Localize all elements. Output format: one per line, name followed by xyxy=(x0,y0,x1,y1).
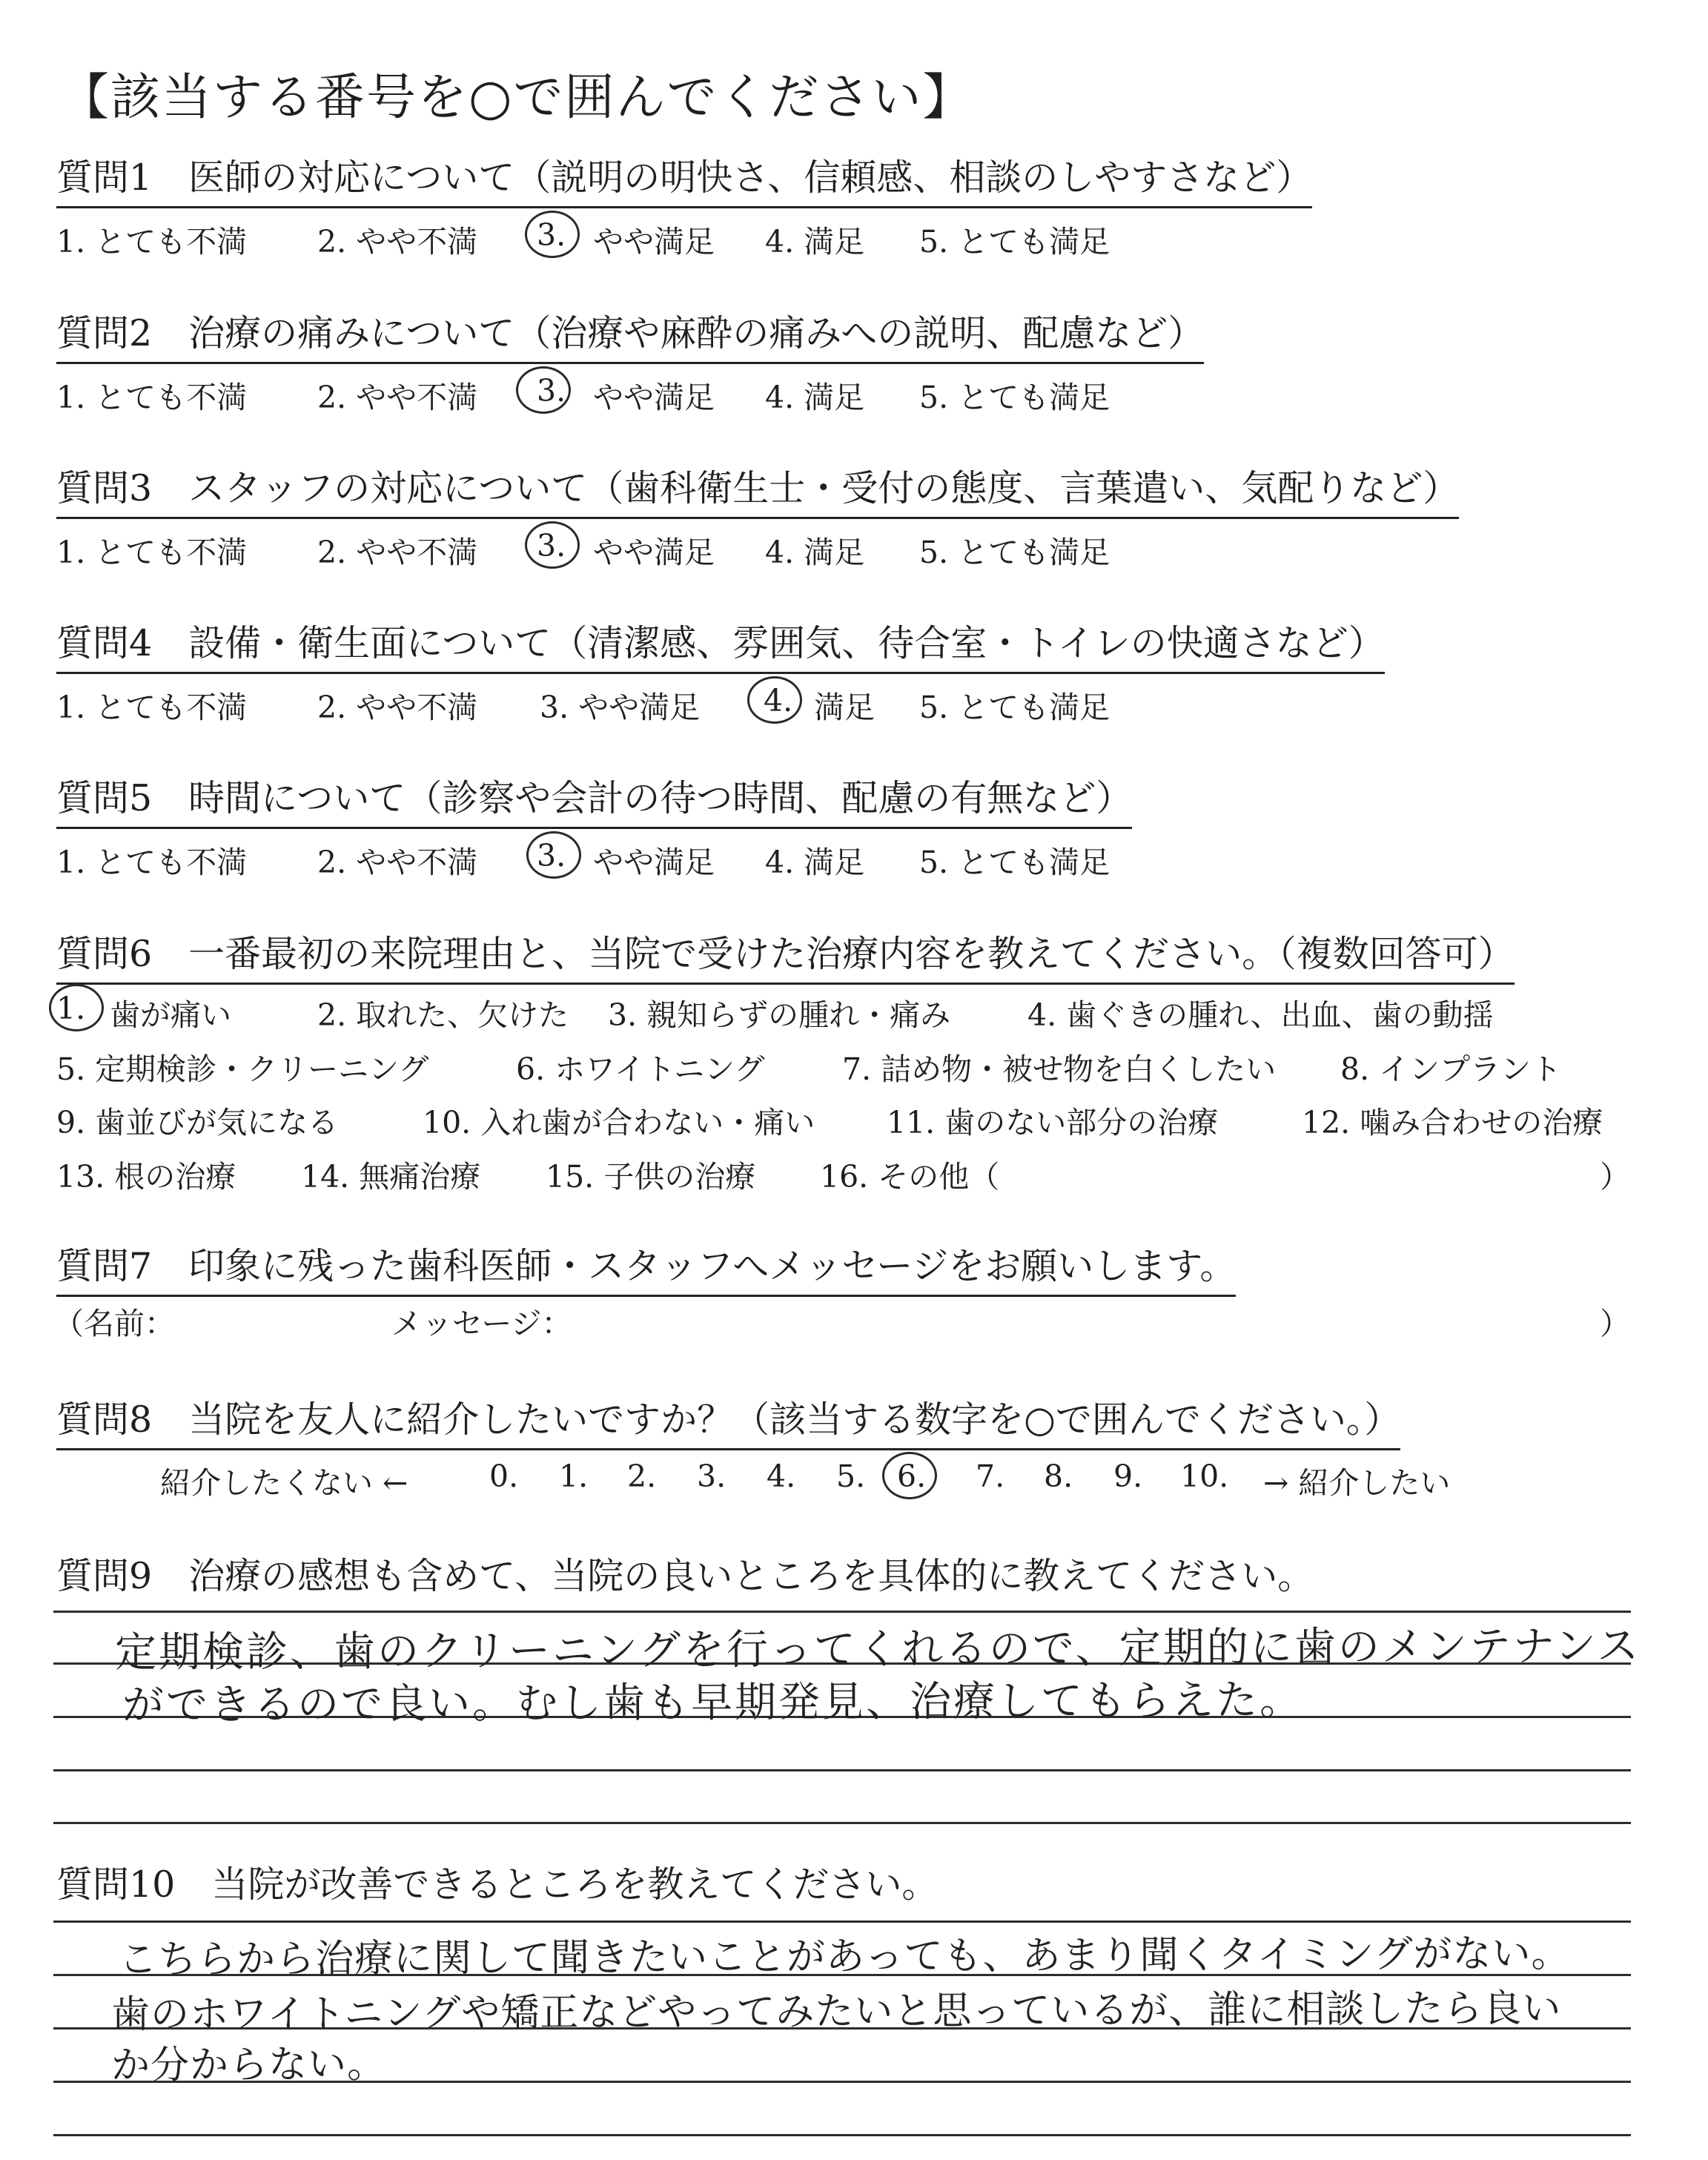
q9-answer-text-1: 定期検診、歯のクリーニングを行ってくれるので、定期的に歯のメンテナンス xyxy=(114,1622,1641,1677)
q1-option-4[interactable]: 4. 満足 xyxy=(765,224,865,260)
q5-option-4[interactable]: 4. 満足 xyxy=(765,845,865,880)
q1-option-2[interactable]: 2. やや不満 xyxy=(317,224,478,260)
q6-option-12[interactable]: 12. 噛み合わせの治療 xyxy=(1302,1105,1603,1140)
q5-option-5[interactable]: 5. とても満足 xyxy=(919,845,1110,880)
q2-option-5[interactable]: 5. とても満足 xyxy=(919,380,1110,415)
q8-scale-6[interactable]: 6. xyxy=(897,1459,927,1494)
q6-option-7[interactable]: 7. 詰め物・被せ物を白くしたい xyxy=(842,1051,1277,1087)
instruction-heading: 【該当する番号を○で囲んでください】 xyxy=(59,68,974,126)
q8-scale-0[interactable]: 0. xyxy=(489,1459,519,1494)
q8-left-label: 紹介したくない ← xyxy=(160,1465,408,1501)
q6-option-11[interactable]: 11. 歯のない部分の治療 xyxy=(887,1105,1219,1140)
q8-scale-7[interactable]: 7. xyxy=(976,1459,1005,1494)
q8-scale-5[interactable]: 5. xyxy=(836,1459,866,1494)
q8-right-label: → 紹介したい xyxy=(1263,1465,1451,1501)
question-8-title: 質問8 当院を友人に紹介したいですか？（該当する数字を○で囲んでください。） xyxy=(56,1401,1400,1450)
q4-option-5[interactable]: 5. とても満足 xyxy=(919,690,1110,725)
q4-option-4-label[interactable]: 満足 xyxy=(814,690,875,725)
q6-option-13[interactable]: 13. 根の治療 xyxy=(56,1159,236,1195)
q7-close-paren: ） xyxy=(1600,1306,1630,1341)
q1-option-5[interactable]: 5. とても満足 xyxy=(919,224,1110,260)
question-4-title: 質問4 設備・衛生面について（清潔感、雰囲気、待合室・トイレの快適さなど） xyxy=(56,625,1385,674)
question-3-title: 質問3 スタッフの対応について（歯科衛生士・受付の態度、言葉遣い、気配りなど） xyxy=(56,470,1459,519)
q6-option-8[interactable]: 8. インプラント xyxy=(1340,1051,1562,1087)
q9-answer-text-2: ができるので良い。むし歯も早期発見、治療してもらえた。 xyxy=(122,1676,1304,1730)
question-9-title: 質問9 治療の感想も含めて、当院の良いところを具体的に教えてください。 xyxy=(56,1555,1314,1597)
q1-option-1[interactable]: 1. とても不満 xyxy=(56,224,248,260)
q6-option-1-number[interactable]: 1. xyxy=(56,991,86,1026)
q8-scale-10[interactable]: 10. xyxy=(1180,1459,1229,1494)
q2-option-3-number[interactable]: 3. xyxy=(537,373,566,409)
q4-option-2[interactable]: 2. やや不満 xyxy=(317,690,478,725)
q3-option-5[interactable]: 5. とても満足 xyxy=(919,535,1110,570)
q5-option-3-label[interactable]: やや満足 xyxy=(593,845,715,880)
q4-option-1[interactable]: 1. とても不満 xyxy=(56,690,248,725)
q5-option-1[interactable]: 1. とても不満 xyxy=(56,845,248,880)
q6-option-15[interactable]: 15. 子供の治療 xyxy=(546,1159,756,1195)
q4-option-4-number[interactable]: 4. xyxy=(764,683,793,719)
q10-answer-text-3: か分からない。 xyxy=(110,2042,387,2088)
q8-scale-2[interactable]: 2. xyxy=(627,1459,657,1494)
q9-answer-line-4 xyxy=(53,1769,1631,1771)
q8-scale-3[interactable]: 3. xyxy=(697,1459,726,1494)
q2-option-4[interactable]: 4. 満足 xyxy=(765,380,865,415)
q4-option-3[interactable]: 3. やや満足 xyxy=(540,690,701,725)
question-5-title: 質問5 時間について（診察や会計の待つ時間、配慮の有無など） xyxy=(56,780,1132,829)
q10-answer-text-2: 歯のホワイトニングや矯正などやってみたいと思っているが、誰に相談したら良い xyxy=(110,1986,1562,2038)
q3-option-3-number[interactable]: 3. xyxy=(537,528,566,564)
q6-option-3[interactable]: 3. 親知らずの腫れ・痛み xyxy=(608,997,951,1033)
question-7-title: 質問7 印象に残った歯科医師・スタッフへメッセージをお願いします。 xyxy=(56,1248,1236,1297)
q3-option-3-label[interactable]: やや満足 xyxy=(593,535,715,570)
q2-option-1[interactable]: 1. とても不満 xyxy=(56,380,248,415)
q8-scale-4[interactable]: 4. xyxy=(767,1459,796,1494)
q3-option-1[interactable]: 1. とても不満 xyxy=(56,535,248,570)
q9-answer-line-5 xyxy=(53,1822,1631,1824)
q2-option-2[interactable]: 2. やや不満 xyxy=(317,380,478,415)
q2-option-3-label[interactable]: やや満足 xyxy=(593,380,715,415)
q6-option-4[interactable]: 4. 歯ぐきの腫れ、出血、歯の動揺 xyxy=(1027,997,1494,1033)
q6-option-9[interactable]: 9. 歯並びが気になる xyxy=(56,1105,339,1140)
question-10-title: 質問10 当院が改善できるところを教えてください。 xyxy=(56,1863,939,1906)
q1-option-3-number[interactable]: 3. xyxy=(537,217,566,253)
q6-option-2[interactable]: 2. 取れた、欠けた xyxy=(317,997,569,1033)
question-1-title: 質問1 医師の対応について（説明の明快さ、信頼感、相談のしやすさなど） xyxy=(56,159,1312,208)
q10-answer-line-5 xyxy=(53,2134,1631,2136)
q5-option-2[interactable]: 2. やや不満 xyxy=(317,845,478,880)
q7-name-label: （名前： xyxy=(53,1306,175,1341)
q6-option-14[interactable]: 14. 無痛治療 xyxy=(301,1159,481,1195)
q7-message-label: メッセージ： xyxy=(391,1306,572,1341)
q6-other-close-paren: ） xyxy=(1600,1159,1630,1195)
q9-answer-line-1 xyxy=(53,1611,1631,1613)
q6-option-10[interactable]: 10. 入れ歯が合わない・痛い xyxy=(423,1105,815,1140)
q6-option-16[interactable]: 16. その他（ xyxy=(820,1159,1000,1195)
q6-option-5[interactable]: 5. 定期検診・クリーニング xyxy=(56,1051,429,1087)
question-6-title: 質問6 一番最初の来院理由と、当院で受けた治療内容を教えてください。（複数回答可） xyxy=(56,936,1515,985)
q3-option-2[interactable]: 2. やや不満 xyxy=(317,535,478,570)
q10-answer-text-1: こちらから治療に関して聞きたいことがあっても、あまり聞くタイミングがない。 xyxy=(118,1931,1571,1983)
q6-option-1-label[interactable]: 歯が痛い xyxy=(110,997,231,1033)
q5-option-3-number[interactable]: 3. xyxy=(537,838,566,873)
q8-scale-8[interactable]: 8. xyxy=(1044,1459,1073,1494)
q6-option-6[interactable]: 6. ホワイトニング xyxy=(516,1051,765,1087)
q3-option-4[interactable]: 4. 満足 xyxy=(765,535,865,570)
q8-scale-1[interactable]: 1. xyxy=(559,1459,589,1494)
q8-scale-9[interactable]: 9. xyxy=(1113,1459,1143,1494)
question-2-title: 質問2 治療の痛みについて（治療や麻酔の痛みへの説明、配慮など） xyxy=(56,315,1204,364)
q1-option-3-label[interactable]: やや満足 xyxy=(593,224,715,260)
